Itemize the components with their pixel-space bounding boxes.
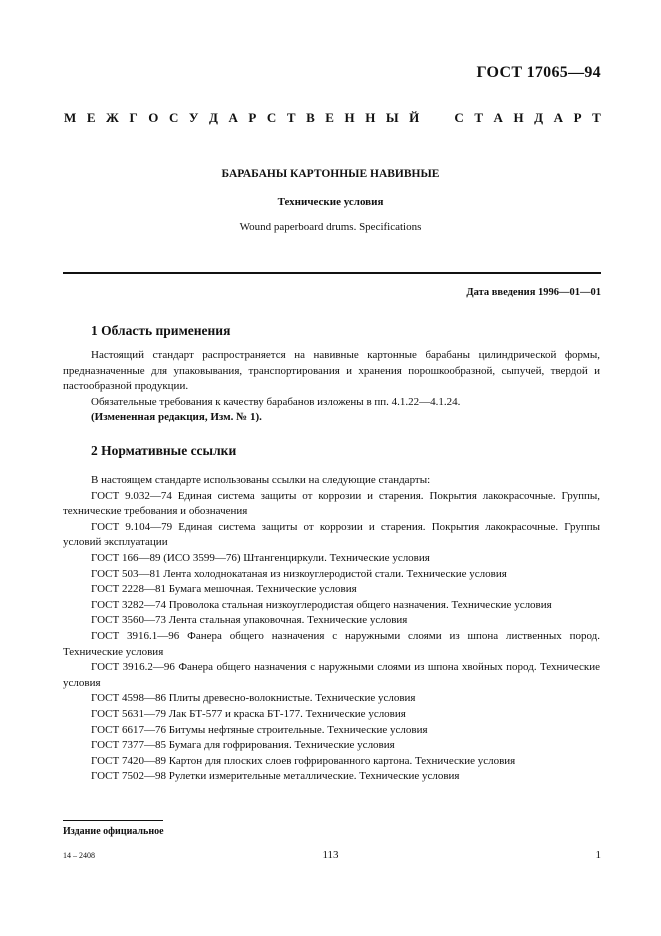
banner-letter: Н [365,110,376,125]
banner-letter: Н [344,110,355,125]
banner-letter: С [454,110,464,125]
banner-letter: Т [592,110,601,125]
banner-letter: Р [573,110,582,125]
section-1-heading: 1 Область применения [91,323,231,338]
banner-letter: Д [208,110,218,125]
banner-letter: Р [248,110,257,125]
document-subtitle: Технические условия [277,196,384,208]
standard-type-banner [64,110,601,126]
page-number: 113 [322,849,339,861]
banner-letter: У [188,110,199,125]
reference-item: ГОСТ 3916.2—96 Фанера общего назначения с наружными слоями из шпона хвойных пород. Технические условия [63,661,600,689]
reference-item: ГОСТ 2228—81 Бумага мешочная. Технические условия [91,583,357,596]
reference-item: ГОСТ 7420—89 Картон для плоских слоев гофрированного картона. Технические условия [91,754,516,767]
banner-letter: М [64,110,77,125]
banner-letter: Й [409,110,420,125]
print-code: 14 – 2408 [63,851,95,860]
sheet-number: 1 [595,849,601,861]
section-2-heading: 2 Нормативные ссылки [91,443,237,458]
banner-letter: Е [325,110,334,125]
reference-item: ГОСТ 3282—74 Проволока стальная низкоуглеродистая общего назначения. Технические условия [91,598,552,611]
reference-item: ГОСТ 9.032—74 Единая система защиты от коррозии и старения. Покрытия лакокрасочные. Группы, технические требования и обозначения [63,489,600,518]
section-1-paragraph: Настоящий стандарт распространяется на навивные картонные барабаны цилиндрической формы, предназначенные для упаковывания, транспортирования и хранения порошкообразной, сыпучей, твердой и пастообразной продукции. [63,349,600,393]
reference-item: ГОСТ 5631—79 Лак БТ-577 и краска БТ-177. Технические условия [91,707,406,720]
reference-item: ГОСТ 503—81 Лента холоднокатаная из низкоуглеродистой стали. Технические условия [91,567,507,580]
english-title: Wound paperboard drums. Specifications [239,221,422,233]
section-1-body [63,348,600,426]
reference-item: ГОСТ 166—89 (ИСО 3599—76) Штангенциркули. Технические условия [91,551,430,564]
footer-divider [63,820,163,821]
banner-letter: Т [286,110,296,125]
references-intro: В настоящем стандарте использованы ссылки на следующие стандарты: [91,474,431,486]
banner-letter: Е [86,110,96,125]
introduction-date: Дата введения 1996—01—01 [466,287,601,298]
header-divider [63,272,601,274]
banner-letter: Д [534,110,544,125]
section-1-paragraph: Обязательные требования к качеству барабанов изложены в пп. 4.1.22—4.1.24. [91,395,461,408]
reference-item: ГОСТ 7377—85 Бумага для гофрирования. Технические условия [91,739,395,752]
document-number: ГОСТ 17065—94 [476,64,601,81]
banner-letter: Ы [385,110,399,125]
banner-letter: Т [474,110,483,125]
reference-item: ГОСТ 7502—98 Рулетки измерительные металлические. Технические условия [91,770,460,783]
banner-letter: В [306,110,315,125]
banner-letter: О [148,110,159,125]
reference-item: ГОСТ 3916.1—96 Фанера общего назначения с наружными слоями из шпона лиственных пород. Технические условия [63,629,600,658]
banner-letter: А [493,110,503,125]
banner-letter: С [266,110,277,125]
amendment-note: (Измененная редакция, Изм. № 1). [91,411,262,424]
banner-letter: Н [513,110,524,125]
document-title: БАРАБАНЫ КАРТОННЫЕ НАВИВНЫЕ [221,168,440,180]
banner-letter: А [228,110,238,125]
banner-letter: А [553,110,564,125]
edition-label: Издание официальное [63,826,164,837]
reference-item: ГОСТ 3560—73 Лента стальная упаковочная. Технические условия [91,614,408,627]
banner-letter: Г [129,110,138,125]
banner-letter: Ж [106,110,119,125]
reference-item: ГОСТ 9.104—79 Единая система защиты от коррозии и старения. Покрытия лакокрасочные. Группы условий эксплуатации [63,520,600,549]
banner-spacer [430,110,444,126]
banner-letter: С [168,110,179,125]
reference-item: ГОСТ 6617—76 Битумы нефтяные строительные. Технические условия [91,723,428,736]
normative-references-list [63,473,600,785]
reference-item: ГОСТ 4598—86 Плиты древесно-волокнистые. Технические условия [91,692,416,705]
